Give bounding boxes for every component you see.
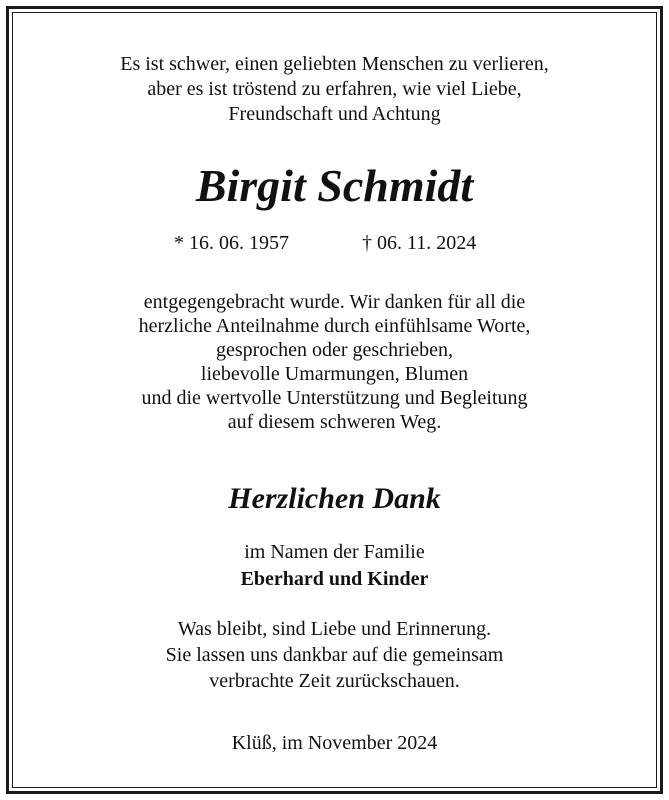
body-line: entgegengebracht wurde. Wir danken für all die — [143, 291, 526, 313]
closing-line: verbrachte Zeit zurückschauen. — [209, 670, 460, 692]
death-date: † 06. 11. 2024 — [362, 232, 477, 254]
obituary-notice — [14, 0, 655, 800]
gratitude-text — [14, 290, 655, 434]
body-line: auf diesem schweren Weg. — [227, 411, 442, 433]
body-line: liebevolle Umarmungen, Blumen — [200, 363, 469, 385]
intro-line: Es ist schwer, einen geliebten Menschen zu verlieren, — [120, 53, 549, 75]
birth-date: * 16. 06. 1957 — [174, 232, 289, 254]
deceased-name: Birgit Schmidt — [195, 160, 474, 211]
intro-line: Freundschaft und Achtung — [228, 103, 441, 125]
body-line: herzliche Anteilnahme durch einfühlsame Worte, — [138, 315, 531, 337]
place-and-date: Klüß, im November 2024 — [231, 732, 438, 754]
thanks-heading: Herzlichen Dank — [228, 482, 441, 515]
intro-text — [14, 52, 655, 127]
family-names: Eberhard und Kinder — [240, 568, 429, 590]
intro-line: aber es ist tröstend zu erfahren, wie viel Liebe, — [147, 78, 522, 100]
closing-line: Was bleibt, sind Liebe und Erinnerung. — [177, 618, 492, 640]
body-line: gesprochen oder geschrieben, — [215, 339, 454, 361]
closing-line: Sie lassen uns dankbar auf die gemeinsam — [165, 644, 504, 666]
closing-text — [14, 616, 655, 694]
body-line: und die wertvolle Unterstützung und Begleitung — [141, 387, 528, 409]
family-intro: im Namen der Familie — [244, 541, 425, 563]
